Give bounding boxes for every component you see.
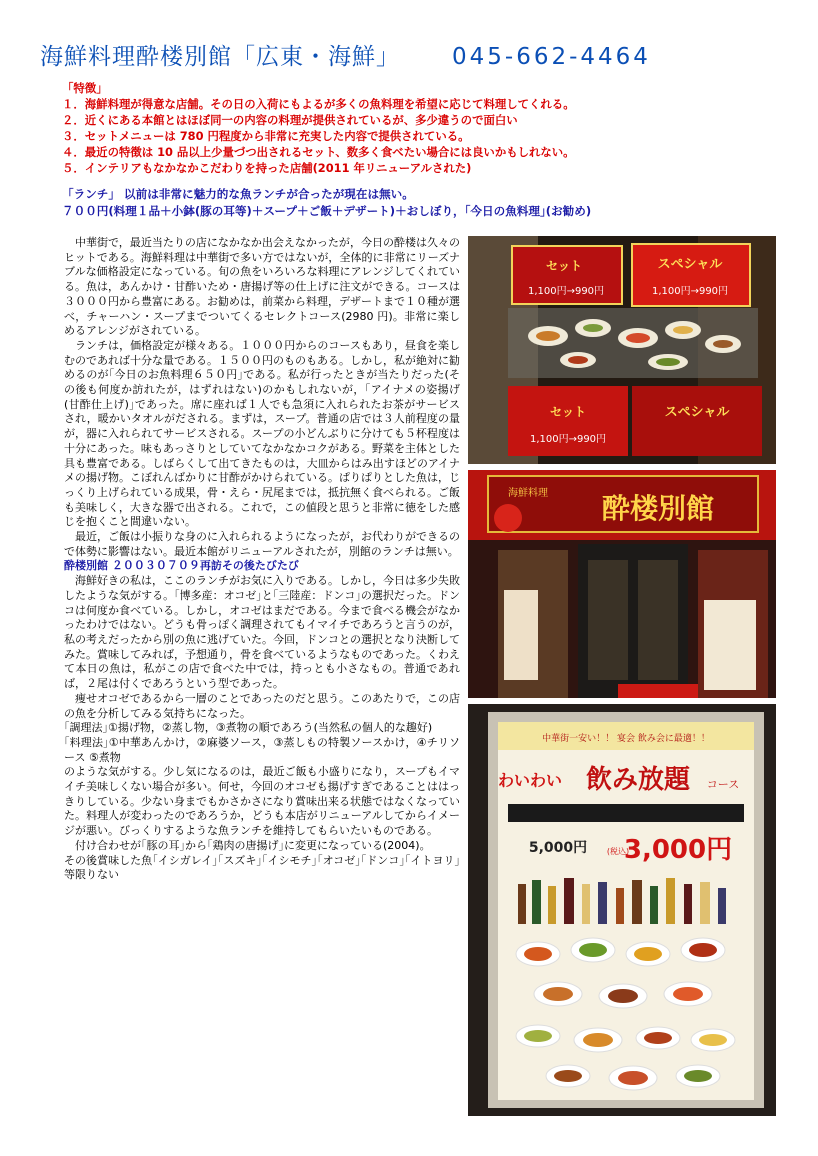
poster-top-banner: 中華街一安い！！ 宴会 飲み会に最適！！ [542, 734, 710, 744]
poster-old-price: 5,000円 [528, 840, 588, 856]
store-sign-text: 酔楼別館 [601, 492, 715, 525]
photo-drink-poster [468, 704, 776, 1116]
article-body [64, 236, 460, 883]
lower-sign-left [508, 386, 628, 456]
menu-board-left [504, 590, 538, 680]
title-text: 海鮮料理酔楼別館「広東・海鮮」 [40, 44, 400, 70]
red-lantern [494, 504, 522, 532]
poster-illustration [468, 704, 776, 1116]
article-paragraph: ｢調理法｣①揚げ物，②蒸し物，③煮物の順であろう(当然私の個人的な趣好) [64, 721, 433, 735]
store-sign-small: 海鮮料理 [508, 488, 548, 499]
article-paragraph: 痩せオコゼであるから一層のことであったのだと思う。このあたりで，この店の魚を分析してみる気持ちになった。 [64, 691, 460, 720]
poster-new-price: 3,000円 [623, 835, 733, 865]
sign-right-text: スペシャル [657, 257, 723, 272]
phone-number: 045-662-4464 [452, 44, 651, 70]
article-paragraph: 海鮮好きの私は，ここのランチがお気に入りである。しかし，今日は多少失敗したような気がする。｢博多産：オコゼ｣と｢三陸産：ドンコ｣の選択だった。ドンコは何度か食べている。しかし，オコゼはまだである。今まで食べる機会がなかったわけではない。どうも骨っぽく調理されてもイマイチであろうと言うのが，私の考えだったから別の魚に逃げていた。今回，ドンコとの選択となり決断してみた。賞味してみれば，予想通り，骨を食べているようなものであった。くわえて本日の魚は，私がこの店で食べた中では，持っとも小さなもの。普通であれば，２尾は付くであろうという型であった。 [64, 574, 460, 691]
article-paragraph: 中華街で，最近当たりの店になかなか出会えなかったが，今日の酔楼は久々のヒットである。海鮮料理は中華街で多い方ではないが，全体的に非常にリーズナブルな価格設定になっている。旬の魚をいろいろな料理にアレンジしてくれている。魚は，あんかけ・甘酢いため・唐揚げ等の仕上げに注文ができる。コースは３０００円から豊富にある。お勧めは，前菜から料理，デザートまで１０種が選べ，チャーハン・スープまでついてくるセレクトコース(2980 円)。非常に楽しめるアレンジがされている。 [64, 236, 460, 338]
feature-item: ５．インテリアもなかなかこだわりを持った店舗(2011 年リニューアルされた) [62, 161, 472, 175]
lower-sign-left-text: セット [549, 405, 587, 419]
poster-main-title: 飲み放題 [585, 765, 691, 795]
article-paragraph: 最近，ご飯は小振りな身のに入れられるようになったが，お代わりができるので体勢に影響はない。最近本館がリニューアルされたが，別館のランチは無い。 [64, 530, 460, 558]
feature-item: ２．近くにある本館とはほぼ同一の内容の料理が提供されているが、多少違うので面白い [62, 113, 518, 127]
lunch-line-1: 「ランチ」 以前は非常に魅力的な魚ランチが合ったが現在は無い。 [62, 187, 414, 201]
lunch-section [62, 186, 782, 220]
photo-storefront [468, 470, 776, 698]
features-heading: 「特徴」 [62, 81, 108, 95]
food-display-illustration [468, 236, 776, 464]
article-paragraph: その後賞味した魚｢イシガレイ｣｢スズキ｣｢イシモチ｣｢オコゼ｣｢ドンコ｣｢イトヨリ｣等限りない [64, 853, 460, 882]
lunch-line-2: ７００円(料理１品＋小鉢(豚の耳等)＋スープ＋ご飯＋デザート)＋おしぼり，｢今日の魚料理｣(お勧め) [62, 204, 592, 218]
storefront-illustration [468, 470, 776, 698]
lower-sign-right [632, 386, 762, 456]
feature-item: ４．最近の特徴は 10 品以上少量づつ出されるセット、数多く食べたい場合には良いかもしれない。 [62, 145, 575, 159]
article-paragraph: ランチは，価格設定が様々ある。１０００円からのコースもあり，昼食を楽しむのであれば十分な量である。１５００円のものもある。しかし，私が絶対に勧めるのが｢今日のお魚料理６５０円｣である。私が行ったときが当たりだった(その後も何度か訪れたが，はずれはない)のかもしれないが，｢アイナメの姿揚げ(甘酢仕上げ)｣であった。席に座れば１人でも急須に入れられたお茶がサービスされ，暖かいタオルがだされる。まずは，スープ。普通の店では３人前程度の量が，器に入れられてサービスされる。スープの小どんぶりに分けても５杯程度は十分にあった。味もあっさりとしていてなかなかコクがある。野菜を主体とした具も豊富である。しばらくして出てきたものは，大皿からはみ出すほどのアイナメの揚げ物。こぼれんばかりに甘酢がかけられている。ぱりぱりとした魚は，じっくり上げられている成果，骨・えら・尻尾までは，抵抗無く食べられる。ご飯も美味しく，大きな器で出される。これで，この値段と思うと非常に徳をした感じを抱くこと間違いない。 [64, 338, 460, 529]
feature-item: １．海鮮料理が得意な店舗。その日の入荷にもよるが多くの魚料理を希望に応じて料理してくれる。 [62, 97, 575, 111]
sign-left-price: 1,100円→990円 [527, 286, 605, 297]
photo-food-display [468, 236, 776, 464]
article-paragraph: ｢料理法｣①中華あんかけ，②麻婆ソース，③蒸しもの特製ソースかけ，④チリソース ⑤煮物 [64, 735, 460, 764]
revisit-heading: 酔楼別館 ２００３０７０９再訪その後たびたび [64, 559, 299, 573]
lower-sign-right-text: スペシャル [664, 405, 730, 420]
poster-brand: わいわい [497, 771, 563, 790]
feature-item: ３．セットメニューは 780 円程度から非常に充実した内容で提供されている。 [62, 129, 470, 143]
lower-sign-price: 1,100円→990円 [529, 434, 607, 445]
features-section [62, 80, 782, 176]
page-title [40, 38, 780, 71]
sign-left-text: セット [545, 259, 583, 273]
poster-price-unit: (税込) [606, 847, 630, 856]
poster-main-suffix: コース [706, 778, 740, 791]
article-paragraph: のような気がする。少し気になるのは，最近ご飯も小盛りになり，スープもイマイチ美味しくない場合が多い。何せ，今回のオコゼも揚げすぎであることははっきりしている。少ない身までもかさかさになり賞味出来る状態ではなくなっていた。料理人が変わったのであろうか，どうも本店がリニューアルしてからイメージが悪い。びっくりするような魚ランチを維持してもらいたいものである。 [64, 765, 460, 838]
menu-board-right [704, 600, 756, 690]
article-paragraph: 付け合わせが｢豚の耳｣から｢鶏肉の唐揚げ｣に変更になっている(2004)。 [75, 838, 431, 852]
sign-right-price: 1,100円→990円 [651, 286, 729, 297]
